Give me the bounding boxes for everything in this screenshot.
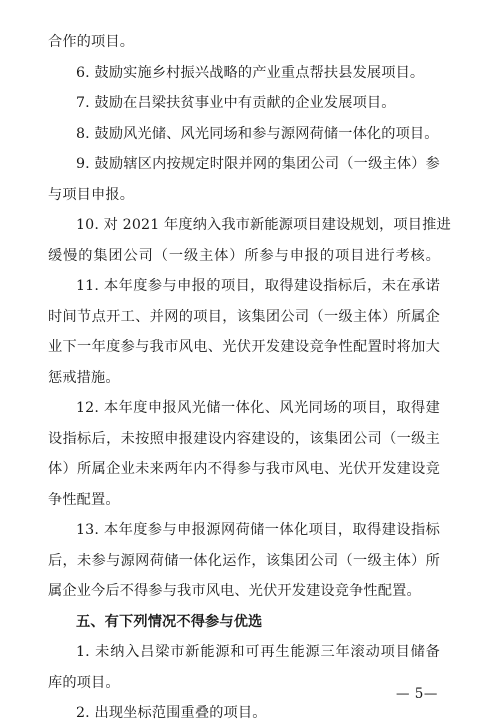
text-line: 设指标后，未按照申报建设内容建设的，该集团公司（一级主 — [48, 431, 440, 447]
text-line: 时间节点开工、并网的项目，该集团公司（一级主体）所属企 — [48, 309, 440, 325]
text-line: 业下一年度参与我市风电、光伏开发建设竞争性配置时将加大 — [48, 339, 440, 355]
list-item-13: 13. 本年度参与申报源网荷储一体化项目，取得建设指标 — [76, 522, 440, 538]
list-item-2: 2. 出现坐标范围重叠的项目。 — [76, 705, 267, 721]
text-line: 惩戒措施。 — [48, 370, 120, 386]
text-line: 缓慢的集团公司（一级主体）所参与申报的项目进行考核。 — [48, 248, 440, 264]
text-line: 体）所属企业未来两年内不得参与我市风电、光伏开发建设竞 — [48, 461, 440, 477]
page-number: — 5— — [396, 686, 438, 702]
list-item-9: 9. 鼓励辖区内按规定时限并网的集团公司（一级主体）参 — [76, 156, 440, 172]
list-item-12: 12. 本年度申报风光储一体化、风光同场的项目，取得建 — [76, 400, 440, 416]
list-item-7: 7. 鼓励在吕梁扶贫事业中有贡献的企业发展项目。 — [76, 95, 396, 111]
text-line: 争性配置。 — [48, 492, 120, 508]
text-line: 属企业今后不得参与我市风电、光伏开发建设竞争性配置。 — [48, 583, 421, 599]
section-heading: 五、有下列情况不得参与优选 — [76, 614, 263, 630]
text-line: 合作的项目。 — [48, 34, 135, 50]
list-item-8: 8. 鼓励风光储、风光同场和参与源网荷储一体化的项目。 — [76, 126, 439, 142]
list-item-10: 10. 对 2021 年度纳入我市新能源项目建设规划，项目推进 — [76, 217, 451, 233]
text-line: 库的项目。 — [48, 675, 120, 691]
list-item-6: 6. 鼓励实施乡村振兴战略的产业重点帮扶县发展项目。 — [76, 65, 425, 81]
list-item-11: 11. 本年度参与申报的项目，取得建设指标后，未在承诺 — [76, 278, 440, 294]
text-line: 后，未参与源网荷储一体化运作，该集团公司（一级主体）所 — [48, 553, 440, 569]
list-item-1: 1. 未纳入吕梁市新能源和可再生能源三年滚动项目储备 — [76, 644, 440, 660]
text-line: 与项目申报。 — [48, 187, 135, 203]
